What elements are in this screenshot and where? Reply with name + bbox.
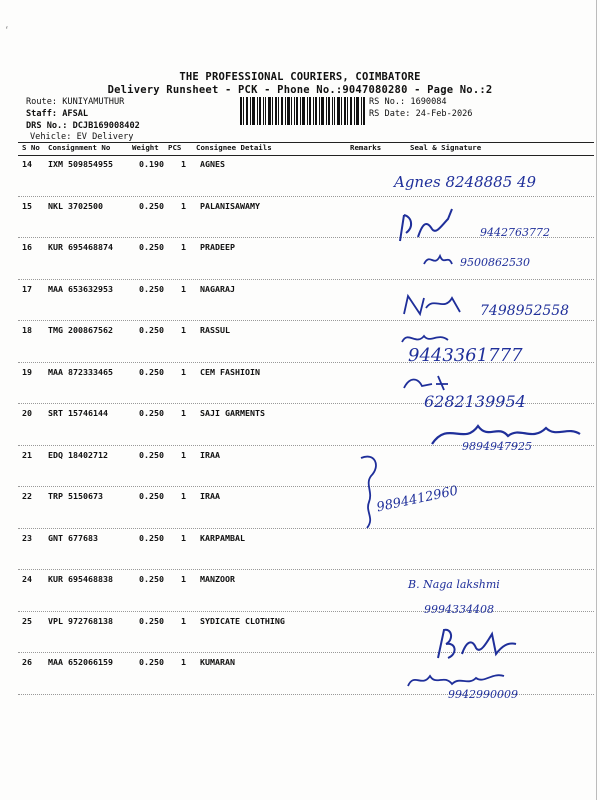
cell-consignee: PALANISAWAMY	[200, 200, 260, 211]
cell-pcs: 1	[181, 449, 186, 460]
cell-consignment: VPL 972768138	[48, 615, 113, 626]
cell-weight: 0.250	[139, 242, 164, 252]
cell-consignee: PRADEEP	[200, 242, 235, 252]
cell-sno: 23	[22, 532, 32, 543]
corner-mark: ‘	[4, 26, 10, 36]
cell-consignee: CEM FASHIOIN	[200, 366, 260, 377]
cell-consignee: AGNES	[200, 159, 225, 169]
row-divider	[18, 196, 594, 197]
cell-consignment: EDQ 18402712	[48, 449, 108, 460]
cell-pcs: 1	[181, 615, 186, 626]
cell-consignment: KUR 695468838	[48, 574, 113, 584]
phone-16: 9500862530	[460, 256, 530, 269]
staff-label: Staff: AFSAL	[26, 109, 89, 119]
runsheet-title: Delivery Runsheet - PCK - Phone No.:9047080280 - Page No.:2	[107, 84, 493, 96]
table-row	[18, 531, 594, 571]
signature-15-scribble	[392, 205, 472, 245]
cell-weight: 0.250	[139, 366, 164, 377]
col-pcs: PCS	[168, 143, 182, 152]
row-divider	[18, 486, 594, 487]
cell-weight: 0.250	[139, 657, 164, 667]
header-rule-bottom	[18, 155, 594, 156]
cell-pcs: 1	[181, 657, 186, 667]
cell-weight: 0.250	[139, 574, 164, 584]
cell-sno: 26	[22, 657, 32, 667]
cell-sno: 14	[22, 159, 32, 169]
cell-sno: 25	[22, 615, 32, 626]
cell-weight: 0.250	[139, 615, 164, 626]
col-seal: Seal & Signature	[410, 143, 482, 152]
cell-consignment: SRT 15746144	[48, 408, 108, 418]
cell-consignment: TMG 200867562	[48, 325, 113, 335]
cell-pcs: 1	[181, 283, 186, 294]
cell-consignee: MANZOOR	[200, 574, 235, 584]
cell-pcs: 1	[181, 366, 186, 377]
cell-sno: 22	[22, 491, 32, 501]
cell-weight: 0.250	[139, 283, 164, 294]
phone-15: 9442763772	[480, 226, 550, 239]
cell-consignment: NKL 3702500	[48, 200, 103, 211]
phone-21-22: 9894412960	[375, 483, 460, 516]
phone-18: 9443361777	[408, 345, 523, 366]
cell-pcs: 1	[181, 491, 186, 501]
cell-sno: 15	[22, 200, 32, 211]
cell-pcs: 1	[181, 159, 186, 169]
signature-17-scribble	[398, 292, 468, 318]
cell-consignment: IXM 509854955	[48, 159, 113, 169]
row-divider	[18, 528, 594, 529]
cell-consignment: MAA 872333465	[48, 366, 113, 377]
cell-sno: 20	[22, 408, 32, 418]
cell-weight: 0.190	[139, 159, 164, 169]
vehicle-label: Vehicle: EV Delivery	[30, 132, 134, 142]
table-row	[18, 448, 594, 488]
cell-consignment: GNT 677683	[48, 532, 98, 543]
cell-consignee: IRAA	[200, 491, 220, 501]
signature-14: Agnes 8248885 49	[394, 173, 537, 191]
cell-sno: 19	[22, 366, 32, 377]
cell-sno: 18	[22, 325, 32, 335]
drs-number: DRS No.: DCJB169008402	[26, 121, 140, 131]
row-divider	[18, 611, 594, 612]
col-remarks: Remarks	[350, 143, 382, 152]
signature-19-scribble	[398, 372, 458, 392]
col-weight: Weight	[132, 143, 159, 152]
cell-sno: 17	[22, 283, 32, 294]
cell-consignment: MAA 653632953	[48, 283, 113, 294]
cell-pcs: 1	[181, 408, 186, 418]
cell-consignee: KARPAMBAL	[200, 532, 245, 543]
phone-26: 9942990009	[448, 688, 518, 701]
cell-consignment: KUR 695468874	[48, 242, 113, 252]
cell-consignee: KUMARAN	[200, 657, 235, 667]
cell-pcs: 1	[181, 532, 186, 543]
phone-24: 9994334408	[424, 603, 494, 616]
signature-25-scribble	[432, 624, 522, 662]
cell-weight: 0.250	[139, 200, 164, 211]
table-row	[18, 572, 594, 612]
cell-sno: 16	[22, 242, 32, 252]
cell-sno: 24	[22, 574, 32, 584]
table-row	[18, 489, 594, 529]
cell-weight: 0.250	[139, 408, 164, 418]
cell-consignment: TRP 5150673	[48, 491, 103, 501]
cell-weight: 0.250	[139, 491, 164, 501]
col-consignment: Consignment No	[48, 143, 111, 152]
row-divider	[18, 569, 594, 570]
signature-16-scribble	[420, 250, 460, 270]
phone-19: 6282139954	[424, 392, 526, 411]
phone-20: 9894947925	[462, 440, 532, 453]
row-divider	[18, 320, 594, 321]
cell-pcs: 1	[181, 574, 186, 584]
cell-consignee: NAGARAJ	[200, 283, 235, 294]
company-title: THE PROFESSIONAL COURIERS, COIMBATORE	[179, 71, 421, 83]
right-edge-line	[596, 0, 597, 800]
route-label: Route: KUNIYAMUTHUR	[26, 97, 125, 107]
barcode	[240, 97, 365, 125]
bracket-21-22	[355, 452, 395, 532]
col-consignee: Consignee Details	[196, 143, 272, 152]
cell-consignee: SYDICATE CLOTHING	[200, 615, 285, 626]
cell-pcs: 1	[181, 242, 186, 252]
cell-weight: 0.250	[139, 532, 164, 543]
col-sno: S No	[22, 143, 40, 152]
signature-24-name: B. Naga lakshmi	[408, 578, 500, 591]
row-divider	[18, 279, 594, 280]
cell-sno: 21	[22, 449, 32, 460]
cell-consignee: IRAA	[200, 449, 220, 460]
cell-pcs: 1	[181, 325, 186, 335]
cell-weight: 0.250	[139, 449, 164, 460]
cell-consignee: RASSUL	[200, 325, 230, 335]
cell-consignee: SAJI GARMENTS	[200, 408, 265, 418]
cell-consignment: MAA 652066159	[48, 657, 113, 667]
rs-number: RS No.: 1690084	[369, 97, 447, 107]
phone-17: 7498952558	[480, 303, 570, 319]
cell-weight: 0.250	[139, 325, 164, 335]
cell-pcs: 1	[181, 200, 186, 211]
rs-date: RS Date: 24-Feb-2026	[369, 109, 473, 119]
